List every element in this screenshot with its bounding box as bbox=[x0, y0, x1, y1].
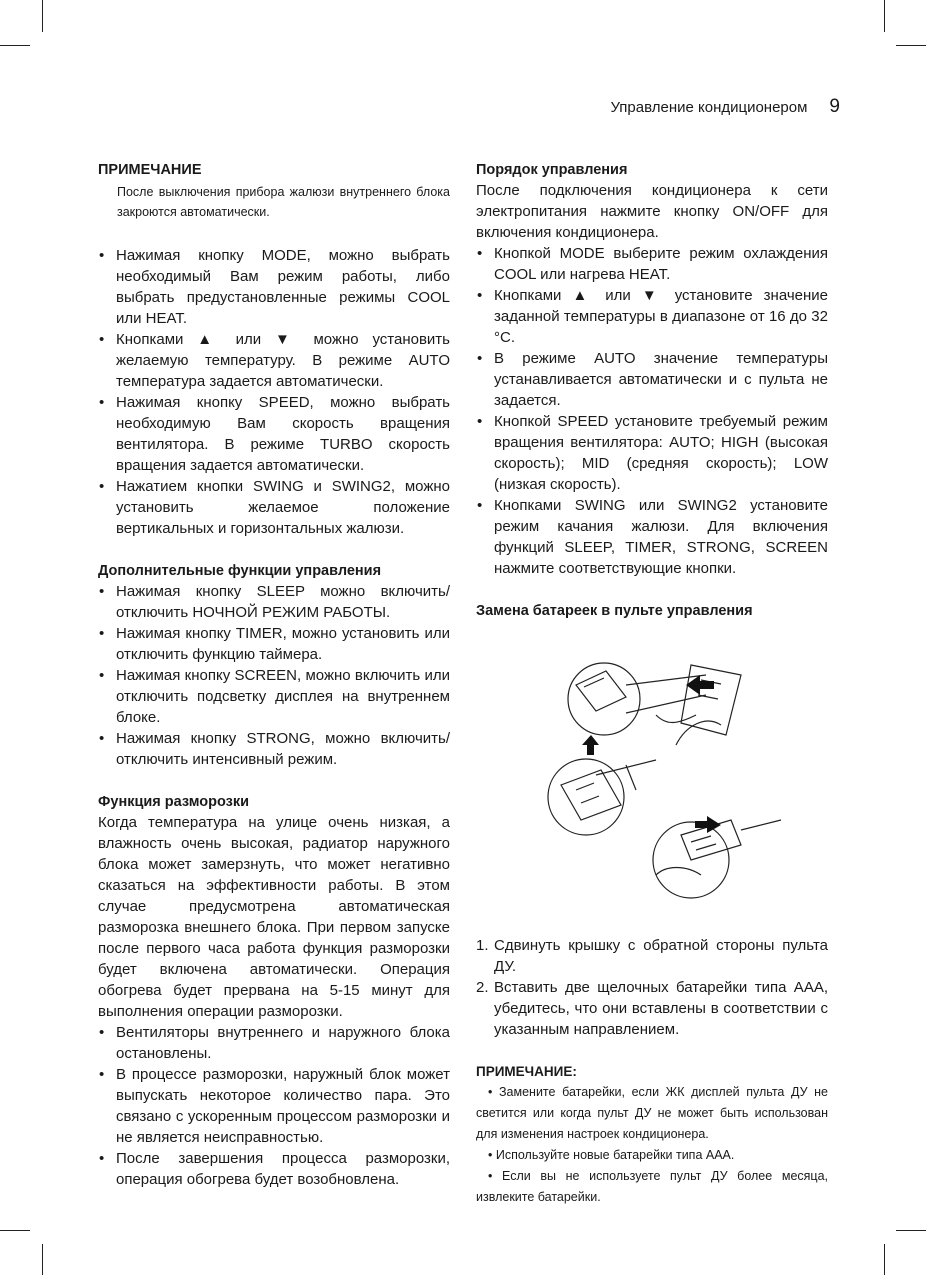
list-item: • Кнопками SWING или SWING2 установите режим качания жалюзи. Для включения функций SLEEP, TIMER, STRONG, SCREEN нажмите соответствующие кнопки. bbox=[476, 495, 828, 579]
extra-functions-list bbox=[98, 581, 450, 770]
list-item: • Кнопкой SPEED установите требуемый режим вращения вентилятора: AUTO; HIGH (высокая скорость); MID (средняя скорость); LOW (низкая скорость). bbox=[476, 411, 828, 495]
crop-mark bbox=[884, 0, 885, 32]
left-column bbox=[98, 160, 450, 1190]
list-item: • Нажимая кнопку SLEEP можно включить/отключить НОЧНОЙ РЕЖИМ РАБОТЫ. bbox=[98, 581, 450, 623]
crop-mark bbox=[42, 1244, 43, 1275]
list-item: • Нажимая кнопку STRONG, можно включить/отключить интенсивный режим. bbox=[98, 728, 450, 770]
crop-mark bbox=[884, 1244, 885, 1275]
step-item bbox=[476, 935, 828, 977]
list-item: • Нажимая кнопку SCREEN, можно включить или отключить подсветку дисплея на внутреннем блоке. bbox=[98, 665, 450, 728]
list-item: • Кнопками ▲ или ▼ можно установить желаемую температуру. В режиме AUTO температура задается автоматически. bbox=[98, 329, 450, 392]
operation-order-text: После подключения кондиционера к сети электропитания нажмите кнопку ON/OFF для включения кондиционера. bbox=[476, 182, 828, 241]
page-header bbox=[560, 96, 840, 118]
note-heading: ПРИМЕЧАНИЕ bbox=[98, 162, 202, 178]
crop-mark bbox=[896, 45, 926, 46]
list-item: • Нажатием кнопки SWING и SWING2, можно установить желаемое положение вертикальных и горизонтальных жалюзи. bbox=[98, 476, 450, 539]
note-item: • Используйте новые батарейки типа ААА. bbox=[488, 1148, 735, 1162]
running-title: Управление кондиционером bbox=[610, 99, 808, 116]
arrow-up-icon bbox=[582, 735, 599, 755]
control-list bbox=[98, 245, 450, 539]
right-column bbox=[476, 160, 828, 1208]
list-item: • Нажимая кнопку TIMER, можно установить или отключить функцию таймера. bbox=[98, 623, 450, 665]
list-item: • Кнопкой MODE выберите режим охлаждения COOL или нагрева HEAT. bbox=[476, 243, 828, 285]
note-item: • Замените батарейки, если ЖК дисплей пульта ДУ не светится или когда пульт ДУ не может быть использован для изменения настроек кондиционера. bbox=[476, 1085, 828, 1141]
operation-order-heading: Порядок управления bbox=[476, 162, 628, 178]
step-number: 1. bbox=[476, 937, 489, 954]
list-item: • Вентиляторы внутреннего и наружного блока остановлены. bbox=[98, 1022, 450, 1064]
list-item: • В режиме AUTO значение температуры устанавливается автоматически и с пульта не задается. bbox=[476, 348, 828, 411]
list-item: • Кнопками ▲ или ▼ установите значение заданной температуры в диапазоне от 16 до 32 °C. bbox=[476, 285, 828, 348]
crop-mark bbox=[896, 1230, 926, 1231]
list-item: • Нажимая кнопку MODE, можно выбрать необходимый Вам режим работы, либо выбрать предустановленные режимы COOL или HEAT. bbox=[98, 245, 450, 329]
battery-replacement-heading: Замена батареек в пульте управления bbox=[476, 603, 753, 619]
list-item: • Нажимая кнопку SPEED, можно выбрать необходимую Вам скорость вращения вентилятора. В режиме TURBO скорость вращения задается автоматически. bbox=[98, 392, 450, 476]
operation-order-list bbox=[476, 243, 828, 579]
zoom-circle bbox=[568, 663, 640, 735]
step-text: Сдвинуть крышку с обратной стороны пульта ДУ. bbox=[494, 937, 828, 975]
note-item: • Если вы не используете пульт ДУ более месяца, извлеките батарейки. bbox=[476, 1169, 828, 1204]
page-number: 9 bbox=[829, 96, 840, 117]
crop-mark bbox=[42, 0, 43, 32]
step-item bbox=[476, 977, 828, 1040]
crop-mark bbox=[0, 1230, 30, 1231]
defrost-text: Когда температура на улице очень низкая, а влажность очень высокая, радиатор наружного блока может замерзнуть, что может негативно сказаться на эффективности работы. В этом случае предусмотрена автоматическая разморозка внешнего блока. При первом запуске после первого часа работа функция разморозки будет включена автоматически. Операция обогрева будет прервана на 5-15 минут для выполнения операции разморозки. bbox=[98, 814, 450, 1020]
arrow-icon bbox=[686, 675, 714, 695]
step-text: Вставить две щелочных батарейки типа ААА, убедитесь, что они вставлены в соответствии с указанным направлением. bbox=[494, 979, 828, 1038]
extra-functions-heading: Дополнительные функции управления bbox=[98, 563, 382, 579]
battery-notes bbox=[476, 1082, 828, 1208]
list-item: • После завершения процесса разморозки, операция обогрева будет возобновлена. bbox=[98, 1148, 450, 1190]
defrost-heading: Функция разморозки bbox=[98, 794, 250, 810]
crop-mark bbox=[0, 45, 30, 46]
note-text: После выключения прибора жалюзи внутреннего блока закроются автоматически. bbox=[117, 185, 450, 219]
defrost-list bbox=[98, 1022, 450, 1190]
list-item: • В процессе разморозки, наружный блок может выпускать некоторое количество пара. Это связано с ускоренным процессом разморозки и не является неисправностью. bbox=[98, 1064, 450, 1148]
battery-steps bbox=[476, 935, 828, 1040]
arrow-icon bbox=[695, 816, 721, 833]
step-number: 2. bbox=[476, 979, 489, 996]
battery-replacement-illustration bbox=[476, 635, 828, 905]
battery-note-heading: ПРИМЕЧАНИЕ: bbox=[476, 1064, 577, 1079]
